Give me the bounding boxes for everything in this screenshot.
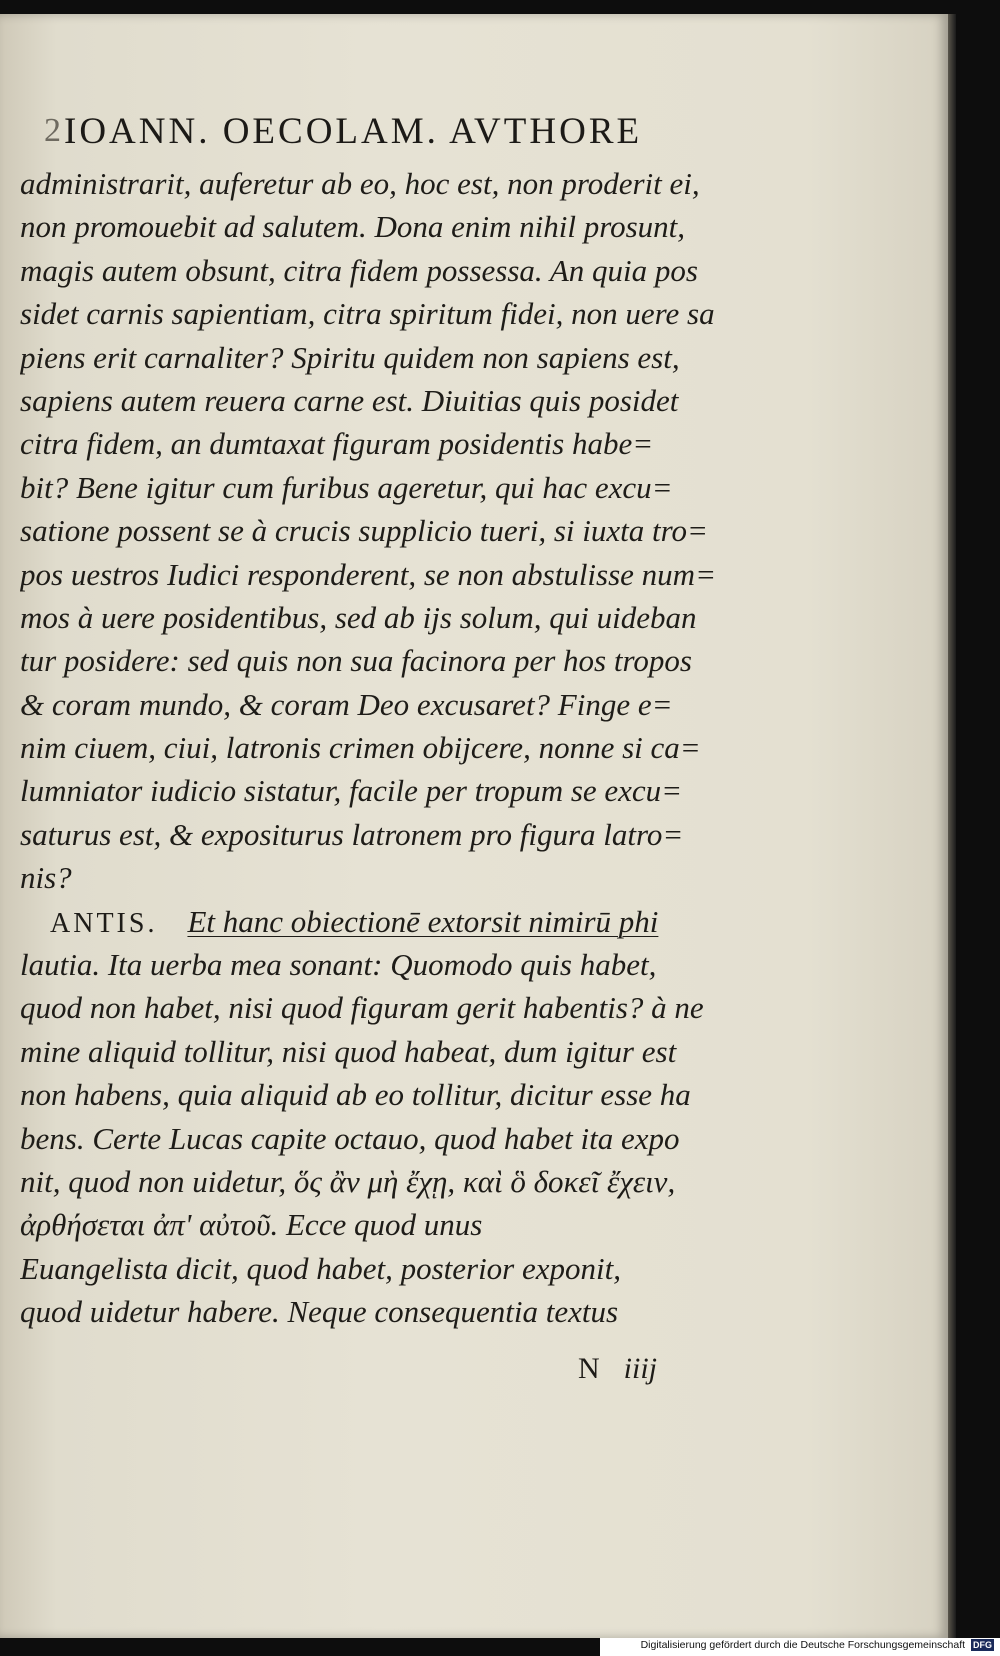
text-line: Euangelista dicit, quod habet, posterior exponit, xyxy=(20,1250,621,1286)
signature-numeral: iiij xyxy=(623,1352,658,1385)
text-line: bens. Certe Lucas capite octauo, quod habet ita expo xyxy=(20,1120,680,1156)
text-line: magis autem obsunt, citra fidem possessa. An quia pos xyxy=(20,252,698,288)
text-line: lautia. Ita uerba mea sonant: Quomodo quis habet, xyxy=(20,947,657,983)
page-edge xyxy=(948,14,956,1638)
signature-letter: N xyxy=(578,1352,600,1385)
text-line: saturus est, & expositurus latronem pro figura latro= xyxy=(20,816,684,852)
text-line: & coram mundo, & coram Deo excusaret? Finge e= xyxy=(20,686,673,722)
text-line: non promouebit ad salutem. Dona enim nihil prosunt, xyxy=(20,209,686,245)
text-line: quod non habet, nisi quod figuram gerit habentis? à ne xyxy=(20,990,704,1026)
underlined-text: Et hanc obiectionē extorsit nimirū phi xyxy=(187,903,659,939)
footer-banner xyxy=(600,1638,1000,1656)
text-line: piens erit carnaliter? Spiritu quidem non sapiens est, xyxy=(20,339,680,375)
text-line: mine aliquid tollitur, nisi quod habeat, dum igitur est xyxy=(20,1033,677,1069)
page-number-fragment: 2 xyxy=(44,112,61,149)
dfg-logo-icon: DFG xyxy=(973,1640,992,1650)
antis-line xyxy=(20,900,720,943)
text-line: ἀρθήσεται ἀπ' αὐτοῦ. Ecce quod unus xyxy=(20,1207,483,1243)
text-line: administrarit, auferetur ab eo, hoc est, non proderit ei, xyxy=(20,166,700,201)
speaker-label: ANTIS. xyxy=(50,907,158,939)
body-text xyxy=(20,162,720,1334)
text-line: nis? xyxy=(20,860,72,896)
text-line: sidet carnis sapientiam, citra spiritum fidei, non uere sa xyxy=(20,296,715,332)
text-line: pos uestros Iudici responderent, se non abstulisse num= xyxy=(20,556,716,592)
text-line: bit? Bene igitur cum furibus ageretur, qui hac excu= xyxy=(20,469,673,505)
text-line: citra fidem, an dumtaxat figuram posidentis habe= xyxy=(20,426,654,462)
text-line: nit, quod non uidetur, ὅς ἂν μὴ ἔχῃ, καὶ ὃ δοκεῖ ἔχειν, xyxy=(20,1163,676,1199)
running-head: IOANN. OECOLAM. AVTHORE xyxy=(64,111,643,152)
text-line: satione possent se à crucis supplicio tueri, si iuxta tro= xyxy=(20,513,708,549)
text-line: quod uidetur habere. Neque consequentia textus xyxy=(20,1294,619,1330)
text-line: nim ciuem, ciui, latronis crimen obijcere, nonne si ca= xyxy=(20,730,701,766)
text-line: sapiens autem reuera carne est. Diuitias quis posidet xyxy=(20,382,679,418)
text-line: non habens, quia aliquid ab eo tollitur, dicitur esse ha xyxy=(20,1077,691,1113)
text-line: lumniator iudicio sistatur, facile per tropum se excu= xyxy=(20,773,683,809)
footer-text xyxy=(641,1639,994,1651)
text-line: tur posidere: sed quis non sua facinora per hos tropos xyxy=(20,643,692,679)
funding-note: Digitalisierung gefördert durch die Deutsche Forschungsgemeinschaft xyxy=(640,1639,966,1651)
text-line: mos à uere posidentibus, sed ab ijs solum, qui uideban xyxy=(20,599,697,635)
signature-mark xyxy=(578,1352,657,1386)
